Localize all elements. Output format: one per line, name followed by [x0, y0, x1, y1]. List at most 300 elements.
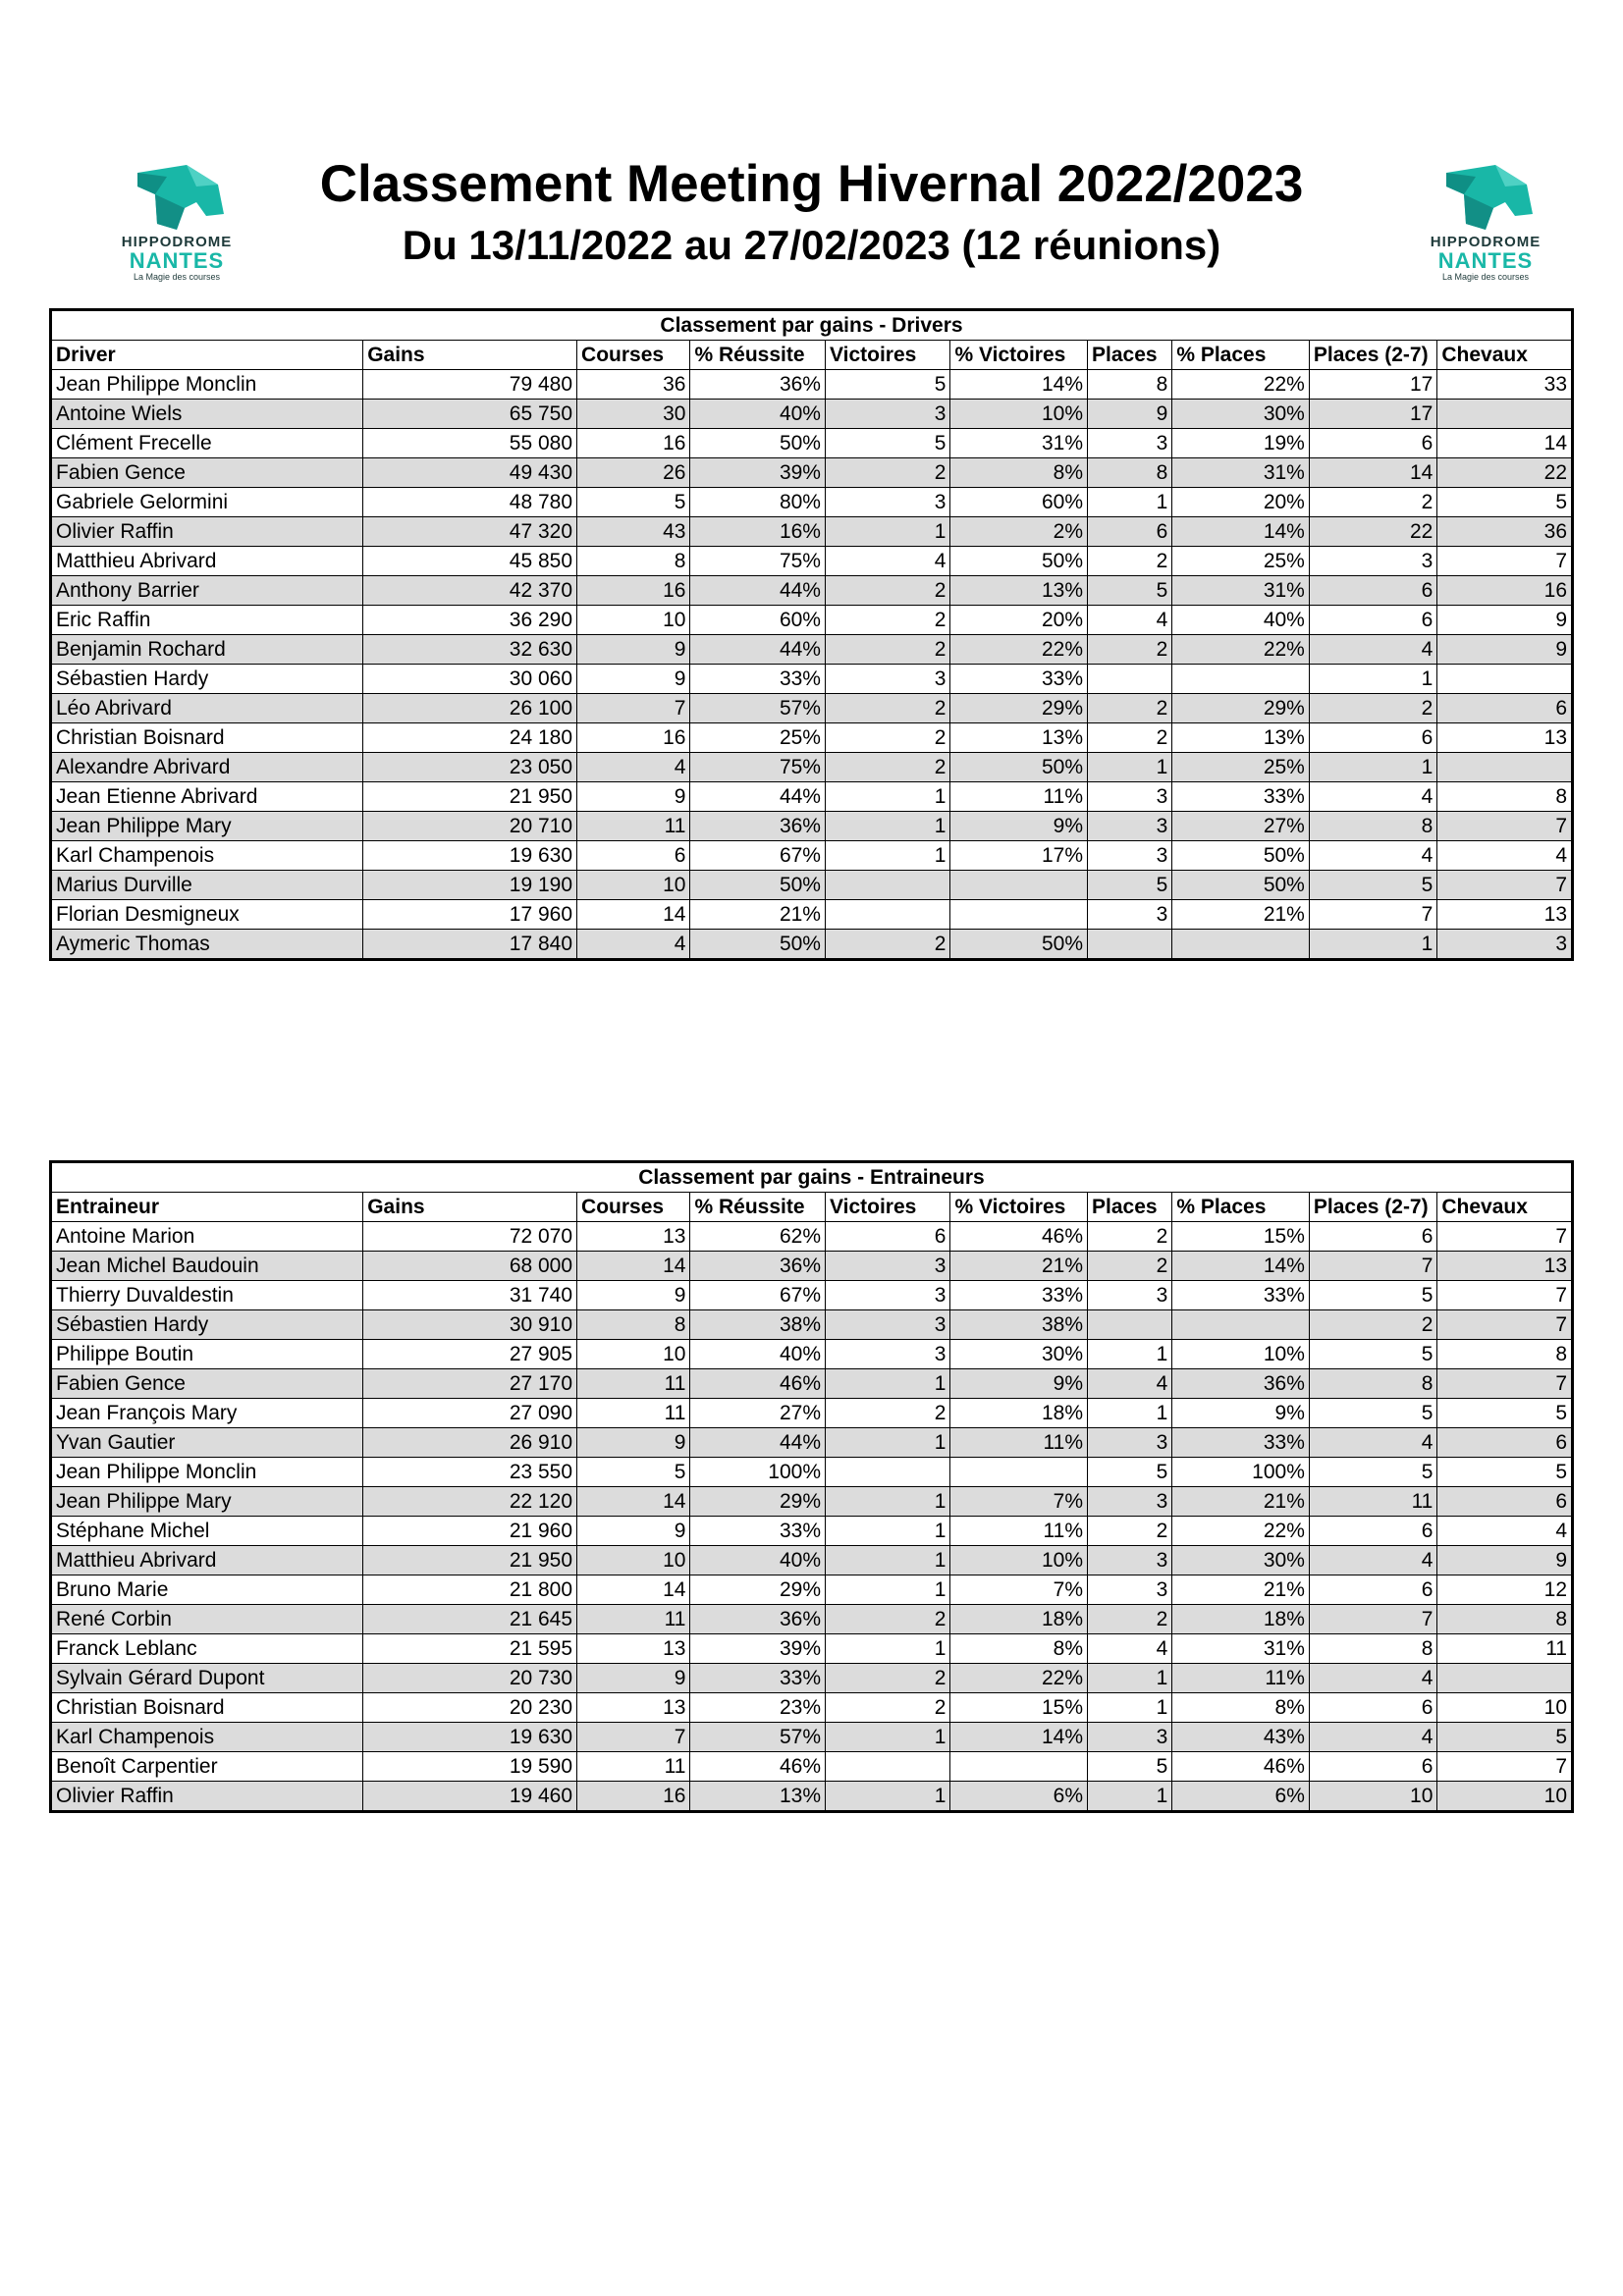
row-value-cell: 13% — [1172, 723, 1310, 753]
row-value-cell: 31% — [950, 429, 1088, 458]
table-row — [51, 1752, 1573, 1782]
row-value-cell: 8 — [1309, 812, 1436, 841]
row-value-cell: 39% — [690, 458, 826, 488]
row-value-cell: 44% — [690, 1428, 826, 1458]
row-value-cell: 29% — [690, 1575, 826, 1605]
row-value-cell: 4 — [1437, 841, 1573, 871]
row-value-cell: 5 — [1309, 871, 1436, 900]
row-value-cell: 1 — [826, 1723, 950, 1752]
row-value-cell — [826, 1458, 950, 1487]
row-value-cell: 50% — [1172, 871, 1310, 900]
row-value-cell: 26 910 — [363, 1428, 577, 1458]
row-value-cell — [1172, 930, 1310, 960]
row-value-cell: 3 — [1088, 1487, 1172, 1517]
row-value-cell: 21% — [690, 900, 826, 930]
row-value-cell: 4 — [825, 547, 949, 576]
row-value-cell: 22% — [950, 635, 1088, 665]
row-value-cell: 23% — [690, 1693, 826, 1723]
row-value-cell: 4 — [1088, 606, 1172, 635]
column-header: Victoires — [826, 1193, 950, 1222]
row-value-cell: 7 — [1437, 1310, 1573, 1340]
row-name-cell: Jean François Mary — [51, 1399, 363, 1428]
row-value-cell: 33 — [1437, 370, 1573, 400]
row-value-cell: 19 460 — [363, 1782, 577, 1812]
row-value-cell: 10 — [577, 871, 690, 900]
row-name-cell: Sébastien Hardy — [51, 665, 363, 694]
row-value-cell — [1437, 400, 1573, 429]
table-row — [51, 723, 1573, 753]
column-header: Places (2-7) — [1309, 341, 1436, 370]
row-value-cell: 5 — [1088, 1752, 1172, 1782]
row-name-cell: Franck Leblanc — [51, 1634, 363, 1664]
column-header: Driver — [51, 341, 363, 370]
table-row — [51, 694, 1573, 723]
row-value-cell: 14 — [577, 1575, 690, 1605]
row-value-cell: 60% — [690, 606, 826, 635]
row-value-cell: 5 — [1309, 1458, 1437, 1487]
column-header: Places — [1088, 1193, 1172, 1222]
row-value-cell: 5 — [1437, 1723, 1573, 1752]
row-value-cell: 6 — [577, 841, 690, 871]
row-value-cell: 3 — [1088, 841, 1172, 871]
row-name-cell: Karl Champenois — [51, 841, 363, 871]
row-value-cell: 10 — [577, 1340, 690, 1369]
row-value-cell: 3 — [1088, 429, 1172, 458]
row-name-cell: Jean Michel Baudouin — [51, 1252, 363, 1281]
row-value-cell: 6 — [1309, 1222, 1437, 1252]
row-name-cell: Jean Etienne Abrivard — [51, 782, 363, 812]
row-value-cell: 10 — [1437, 1693, 1573, 1723]
row-value-cell: 1 — [825, 812, 949, 841]
row-value-cell: 50% — [1172, 841, 1310, 871]
row-value-cell: 2 — [825, 576, 949, 606]
row-value-cell: 14% — [950, 370, 1088, 400]
row-value-cell: 2 — [1088, 694, 1172, 723]
row-value-cell — [1437, 1664, 1573, 1693]
row-value-cell: 2 — [826, 1605, 950, 1634]
row-value-cell: 11 — [577, 1369, 690, 1399]
row-value-cell: 2 — [1088, 1517, 1172, 1546]
row-value-cell: 23 050 — [363, 753, 577, 782]
row-value-cell: 1 — [826, 1487, 950, 1517]
row-value-cell: 4 — [1309, 782, 1436, 812]
row-value-cell: 6 — [1437, 1487, 1573, 1517]
table-row — [51, 429, 1573, 458]
row-value-cell: 1 — [1088, 753, 1172, 782]
row-value-cell: 10% — [1172, 1340, 1310, 1369]
row-value-cell: 8 — [577, 1310, 690, 1340]
row-value-cell: 27 090 — [363, 1399, 577, 1428]
row-value-cell: 22% — [1172, 370, 1310, 400]
row-value-cell: 20 730 — [363, 1664, 577, 1693]
row-value-cell: 12 — [1437, 1575, 1573, 1605]
row-value-cell: 11 — [577, 1605, 690, 1634]
table-row — [51, 871, 1573, 900]
row-value-cell: 1 — [1309, 665, 1436, 694]
row-value-cell: 6 — [1309, 1693, 1437, 1723]
row-value-cell — [825, 871, 949, 900]
row-value-cell: 40% — [690, 1546, 826, 1575]
row-name-cell: Thierry Duvaldestin — [51, 1281, 363, 1310]
row-value-cell: 9 — [577, 1428, 690, 1458]
row-value-cell: 7 — [1437, 1752, 1573, 1782]
row-value-cell: 1 — [825, 841, 949, 871]
row-value-cell: 47 320 — [363, 517, 577, 547]
row-value-cell: 6 — [1309, 1752, 1437, 1782]
row-value-cell: 9 — [1088, 400, 1172, 429]
drivers-header-row — [51, 341, 1573, 370]
table-row — [51, 1340, 1573, 1369]
row-value-cell: 4 — [1309, 1664, 1437, 1693]
row-value-cell: 2 — [825, 635, 949, 665]
row-value-cell: 17 — [1309, 370, 1436, 400]
table-row — [51, 1252, 1573, 1281]
logo-line2: NANTES — [1437, 248, 1534, 273]
row-value-cell: 2 — [826, 1664, 950, 1693]
table-row — [51, 753, 1573, 782]
row-value-cell: 14% — [1172, 1252, 1310, 1281]
row-value-cell: 50% — [690, 429, 826, 458]
row-value-cell: 2 — [826, 1693, 950, 1723]
page-subtitle: Du 13/11/2022 au 27/02/2023 (12 réunions) — [402, 222, 1221, 268]
row-value-cell: 8 — [1437, 782, 1573, 812]
row-name-cell: Bruno Marie — [51, 1575, 363, 1605]
row-value-cell: 36 — [577, 370, 690, 400]
row-name-cell: René Corbin — [51, 1605, 363, 1634]
row-value-cell: 40% — [1172, 606, 1310, 635]
row-value-cell: 30 910 — [363, 1310, 577, 1340]
row-value-cell: 55 080 — [363, 429, 577, 458]
row-name-cell: Olivier Raffin — [51, 1782, 363, 1812]
row-name-cell: Benoît Carpentier — [51, 1752, 363, 1782]
row-value-cell: 43% — [1172, 1723, 1310, 1752]
row-value-cell: 38% — [950, 1310, 1088, 1340]
row-value-cell — [1437, 753, 1573, 782]
row-value-cell: 16 — [577, 576, 690, 606]
row-value-cell — [1437, 665, 1573, 694]
row-value-cell: 6 — [826, 1222, 950, 1252]
row-value-cell: 14 — [577, 1487, 690, 1517]
row-value-cell: 1 — [826, 1517, 950, 1546]
row-value-cell — [825, 900, 949, 930]
row-name-cell: Eric Raffin — [51, 606, 363, 635]
row-value-cell: 3 — [1088, 812, 1172, 841]
row-value-cell: 10% — [950, 1546, 1088, 1575]
row-value-cell: 4 — [1309, 1723, 1437, 1752]
row-value-cell: 3 — [825, 400, 949, 429]
row-value-cell: 27% — [690, 1399, 826, 1428]
row-name-cell: Olivier Raffin — [51, 517, 363, 547]
table-row — [51, 841, 1573, 871]
column-header: Entraineur — [51, 1193, 363, 1222]
row-value-cell: 9 — [577, 665, 690, 694]
row-value-cell: 3 — [1088, 900, 1172, 930]
row-value-cell: 5 — [1088, 1458, 1172, 1487]
table-row — [51, 1634, 1573, 1664]
row-value-cell: 36% — [690, 812, 826, 841]
row-value-cell: 72 070 — [363, 1222, 577, 1252]
row-value-cell: 1 — [1088, 488, 1172, 517]
row-name-cell: Jean Philippe Monclin — [51, 370, 363, 400]
table-row — [51, 458, 1573, 488]
row-value-cell: 19 590 — [363, 1752, 577, 1782]
row-value-cell: 36% — [690, 1252, 826, 1281]
row-value-cell: 20 710 — [363, 812, 577, 841]
row-value-cell: 79 480 — [363, 370, 577, 400]
row-value-cell: 13 — [1437, 723, 1573, 753]
row-value-cell: 7% — [950, 1487, 1088, 1517]
row-name-cell: Antoine Wiels — [51, 400, 363, 429]
row-value-cell: 17 — [1309, 400, 1436, 429]
row-name-cell: Christian Boisnard — [51, 1693, 363, 1723]
row-value-cell: 4 — [1309, 1546, 1437, 1575]
row-value-cell: 44% — [690, 782, 826, 812]
row-value-cell: 7 — [1309, 1252, 1437, 1281]
row-value-cell: 17% — [950, 841, 1088, 871]
table-row — [51, 900, 1573, 930]
row-value-cell — [826, 1752, 950, 1782]
row-value-cell: 10 — [577, 1546, 690, 1575]
row-value-cell: 23 550 — [363, 1458, 577, 1487]
row-value-cell: 67% — [690, 1281, 826, 1310]
row-value-cell: 46% — [690, 1369, 826, 1399]
table-row — [51, 606, 1573, 635]
row-value-cell — [950, 1752, 1088, 1782]
row-value-cell: 2 — [825, 458, 949, 488]
row-value-cell: 5 — [577, 1458, 690, 1487]
row-value-cell: 20 230 — [363, 1693, 577, 1723]
row-value-cell: 33% — [1172, 1428, 1310, 1458]
row-value-cell: 9 — [577, 1517, 690, 1546]
row-value-cell: 48 780 — [363, 488, 577, 517]
column-header: % Réussite — [690, 1193, 826, 1222]
table-row — [51, 1399, 1573, 1428]
row-value-cell: 16 — [577, 429, 690, 458]
row-value-cell: 21% — [950, 1252, 1088, 1281]
column-header: Chevaux — [1437, 1193, 1573, 1222]
row-value-cell: 14% — [1172, 517, 1310, 547]
row-value-cell: 11% — [950, 1517, 1088, 1546]
row-value-cell: 42 370 — [363, 576, 577, 606]
trainers-table-caption: Classement par gains - Entraineurs — [51, 1162, 1573, 1193]
row-value-cell: 21 595 — [363, 1634, 577, 1664]
row-value-cell: 2 — [826, 1399, 950, 1428]
table-row — [51, 370, 1573, 400]
row-value-cell: 50% — [950, 753, 1088, 782]
row-value-cell — [1088, 1310, 1172, 1340]
row-value-cell: 5 — [1309, 1281, 1437, 1310]
row-name-cell: Léo Abrivard — [51, 694, 363, 723]
table-row — [51, 488, 1573, 517]
row-value-cell: 3 — [1088, 1428, 1172, 1458]
row-value-cell: 11 — [577, 1752, 690, 1782]
row-value-cell: 75% — [690, 547, 826, 576]
row-value-cell: 19 630 — [363, 1723, 577, 1752]
row-value-cell: 13 — [577, 1634, 690, 1664]
row-value-cell: 30 — [577, 400, 690, 429]
row-value-cell: 24 180 — [363, 723, 577, 753]
row-value-cell: 3 — [825, 665, 949, 694]
row-value-cell: 27 170 — [363, 1369, 577, 1399]
row-value-cell: 22% — [1172, 1517, 1310, 1546]
row-value-cell: 9 — [1437, 606, 1573, 635]
table-row — [51, 547, 1573, 576]
row-value-cell: 11 — [577, 1399, 690, 1428]
row-value-cell: 13% — [950, 576, 1088, 606]
row-value-cell: 38% — [690, 1310, 826, 1340]
row-value-cell: 14 — [1437, 429, 1573, 458]
row-value-cell: 6 — [1309, 576, 1436, 606]
row-value-cell: 50% — [690, 930, 826, 960]
row-value-cell: 30% — [1172, 400, 1310, 429]
row-value-cell: 8 — [1088, 370, 1172, 400]
row-value-cell — [1172, 1310, 1310, 1340]
row-value-cell: 8% — [950, 458, 1088, 488]
row-value-cell: 3 — [1088, 1281, 1172, 1310]
row-value-cell: 3 — [826, 1252, 950, 1281]
row-value-cell: 67% — [690, 841, 826, 871]
row-name-cell: Jean Philippe Monclin — [51, 1458, 363, 1487]
row-value-cell: 6% — [1172, 1782, 1310, 1812]
row-value-cell: 2 — [1088, 1252, 1172, 1281]
row-value-cell: 3 — [825, 488, 949, 517]
row-value-cell — [1088, 665, 1172, 694]
row-value-cell: 3 — [1309, 547, 1436, 576]
row-value-cell: 19 190 — [363, 871, 577, 900]
row-value-cell: 1 — [1088, 1782, 1172, 1812]
row-value-cell: 17 960 — [363, 900, 577, 930]
row-value-cell: 21 950 — [363, 1546, 577, 1575]
logo-line2: NANTES — [129, 248, 225, 273]
row-value-cell: 5 — [1088, 871, 1172, 900]
page-title: Classement Meeting Hivernal 2022/2023 — [319, 155, 1304, 213]
row-value-cell: 5 — [577, 488, 690, 517]
logo-tagline: La Magie des courses — [1441, 272, 1530, 282]
row-value-cell: 31% — [1172, 1634, 1310, 1664]
row-value-cell: 2 — [1088, 1605, 1172, 1634]
row-value-cell: 2 — [1309, 694, 1436, 723]
drivers-ranking-table — [49, 308, 1574, 961]
row-value-cell: 14% — [950, 1723, 1088, 1752]
row-value-cell: 8 — [1437, 1605, 1573, 1634]
row-value-cell: 11% — [950, 782, 1088, 812]
row-value-cell: 22% — [950, 1664, 1088, 1693]
row-value-cell: 1 — [826, 1575, 950, 1605]
row-value-cell: 65 750 — [363, 400, 577, 429]
row-value-cell: 57% — [690, 694, 826, 723]
row-value-cell: 14 — [1309, 458, 1436, 488]
row-value-cell: 2 — [1309, 1310, 1437, 1340]
row-value-cell: 33% — [950, 1281, 1088, 1310]
row-value-cell: 30% — [1172, 1546, 1310, 1575]
row-name-cell: Alexandre Abrivard — [51, 753, 363, 782]
table-row — [51, 1693, 1573, 1723]
row-value-cell: 3 — [1437, 930, 1573, 960]
row-value-cell: 9% — [950, 812, 1088, 841]
row-value-cell: 7 — [577, 694, 690, 723]
row-value-cell: 11% — [1172, 1664, 1310, 1693]
row-value-cell: 6 — [1309, 429, 1436, 458]
row-value-cell: 1 — [825, 517, 949, 547]
row-value-cell: 3 — [1088, 782, 1172, 812]
row-value-cell: 13 — [1437, 900, 1573, 930]
row-value-cell: 1 — [826, 1634, 950, 1664]
row-value-cell: 60% — [950, 488, 1088, 517]
row-value-cell: 20% — [1172, 488, 1310, 517]
row-value-cell: 46% — [690, 1752, 826, 1782]
row-value-cell — [950, 1458, 1088, 1487]
row-value-cell: 8% — [950, 1634, 1088, 1664]
row-value-cell: 4 — [577, 753, 690, 782]
row-name-cell: Karl Champenois — [51, 1723, 363, 1752]
row-value-cell: 62% — [690, 1222, 826, 1252]
row-value-cell: 2 — [825, 753, 949, 782]
row-value-cell: 43 — [577, 517, 690, 547]
row-value-cell: 8 — [1309, 1369, 1437, 1399]
row-value-cell: 21 800 — [363, 1575, 577, 1605]
row-name-cell: Clément Frecelle — [51, 429, 363, 458]
row-value-cell: 13% — [950, 723, 1088, 753]
row-value-cell: 5 — [825, 370, 949, 400]
row-name-cell: Matthieu Abrivard — [51, 1546, 363, 1575]
row-value-cell: 4 — [1088, 1634, 1172, 1664]
table-row — [51, 930, 1573, 960]
row-value-cell: 1 — [826, 1546, 950, 1575]
row-value-cell: 5 — [1088, 576, 1172, 606]
row-value-cell: 16 — [577, 723, 690, 753]
row-name-cell: Gabriele Gelormini — [51, 488, 363, 517]
row-value-cell: 1 — [1088, 1693, 1172, 1723]
table-row — [51, 400, 1573, 429]
logo-line1: HIPPODROME — [121, 234, 233, 250]
row-value-cell: 44% — [690, 635, 826, 665]
column-header: % Réussite — [690, 341, 826, 370]
row-value-cell: 7 — [1437, 812, 1573, 841]
row-value-cell: 5 — [1437, 1458, 1573, 1487]
table-row — [51, 1546, 1573, 1575]
row-name-cell: Yvan Gautier — [51, 1428, 363, 1458]
column-header: Places — [1088, 341, 1172, 370]
table-row — [51, 812, 1573, 841]
row-value-cell: 11 — [577, 812, 690, 841]
table-row — [51, 1575, 1573, 1605]
row-value-cell: 21% — [1172, 1487, 1310, 1517]
row-value-cell: 33% — [690, 665, 826, 694]
row-value-cell: 5 — [1437, 488, 1573, 517]
row-value-cell: 10 — [1309, 1782, 1437, 1812]
row-value-cell: 36% — [1172, 1369, 1310, 1399]
logo-line1: HIPPODROME — [1430, 234, 1542, 250]
trainers-header-row — [51, 1193, 1573, 1222]
row-value-cell: 20% — [950, 606, 1088, 635]
column-header: % Places — [1172, 1193, 1310, 1222]
table-row — [51, 517, 1573, 547]
row-value-cell: 29% — [1172, 694, 1310, 723]
row-value-cell: 46% — [1172, 1752, 1310, 1782]
row-value-cell: 1 — [1088, 1399, 1172, 1428]
column-header: Gains — [363, 1193, 577, 1222]
row-value-cell: 5 — [1309, 1340, 1437, 1369]
row-value-cell: 4 — [1088, 1369, 1172, 1399]
column-header: Places (2-7) — [1309, 1193, 1437, 1222]
row-value-cell: 21% — [1172, 900, 1310, 930]
row-value-cell: 7 — [1437, 547, 1573, 576]
row-value-cell: 50% — [950, 930, 1088, 960]
row-value-cell: 5 — [1437, 1399, 1573, 1428]
row-value-cell: 2 — [1088, 723, 1172, 753]
row-value-cell: 1 — [826, 1782, 950, 1812]
row-value-cell: 2 — [825, 723, 949, 753]
